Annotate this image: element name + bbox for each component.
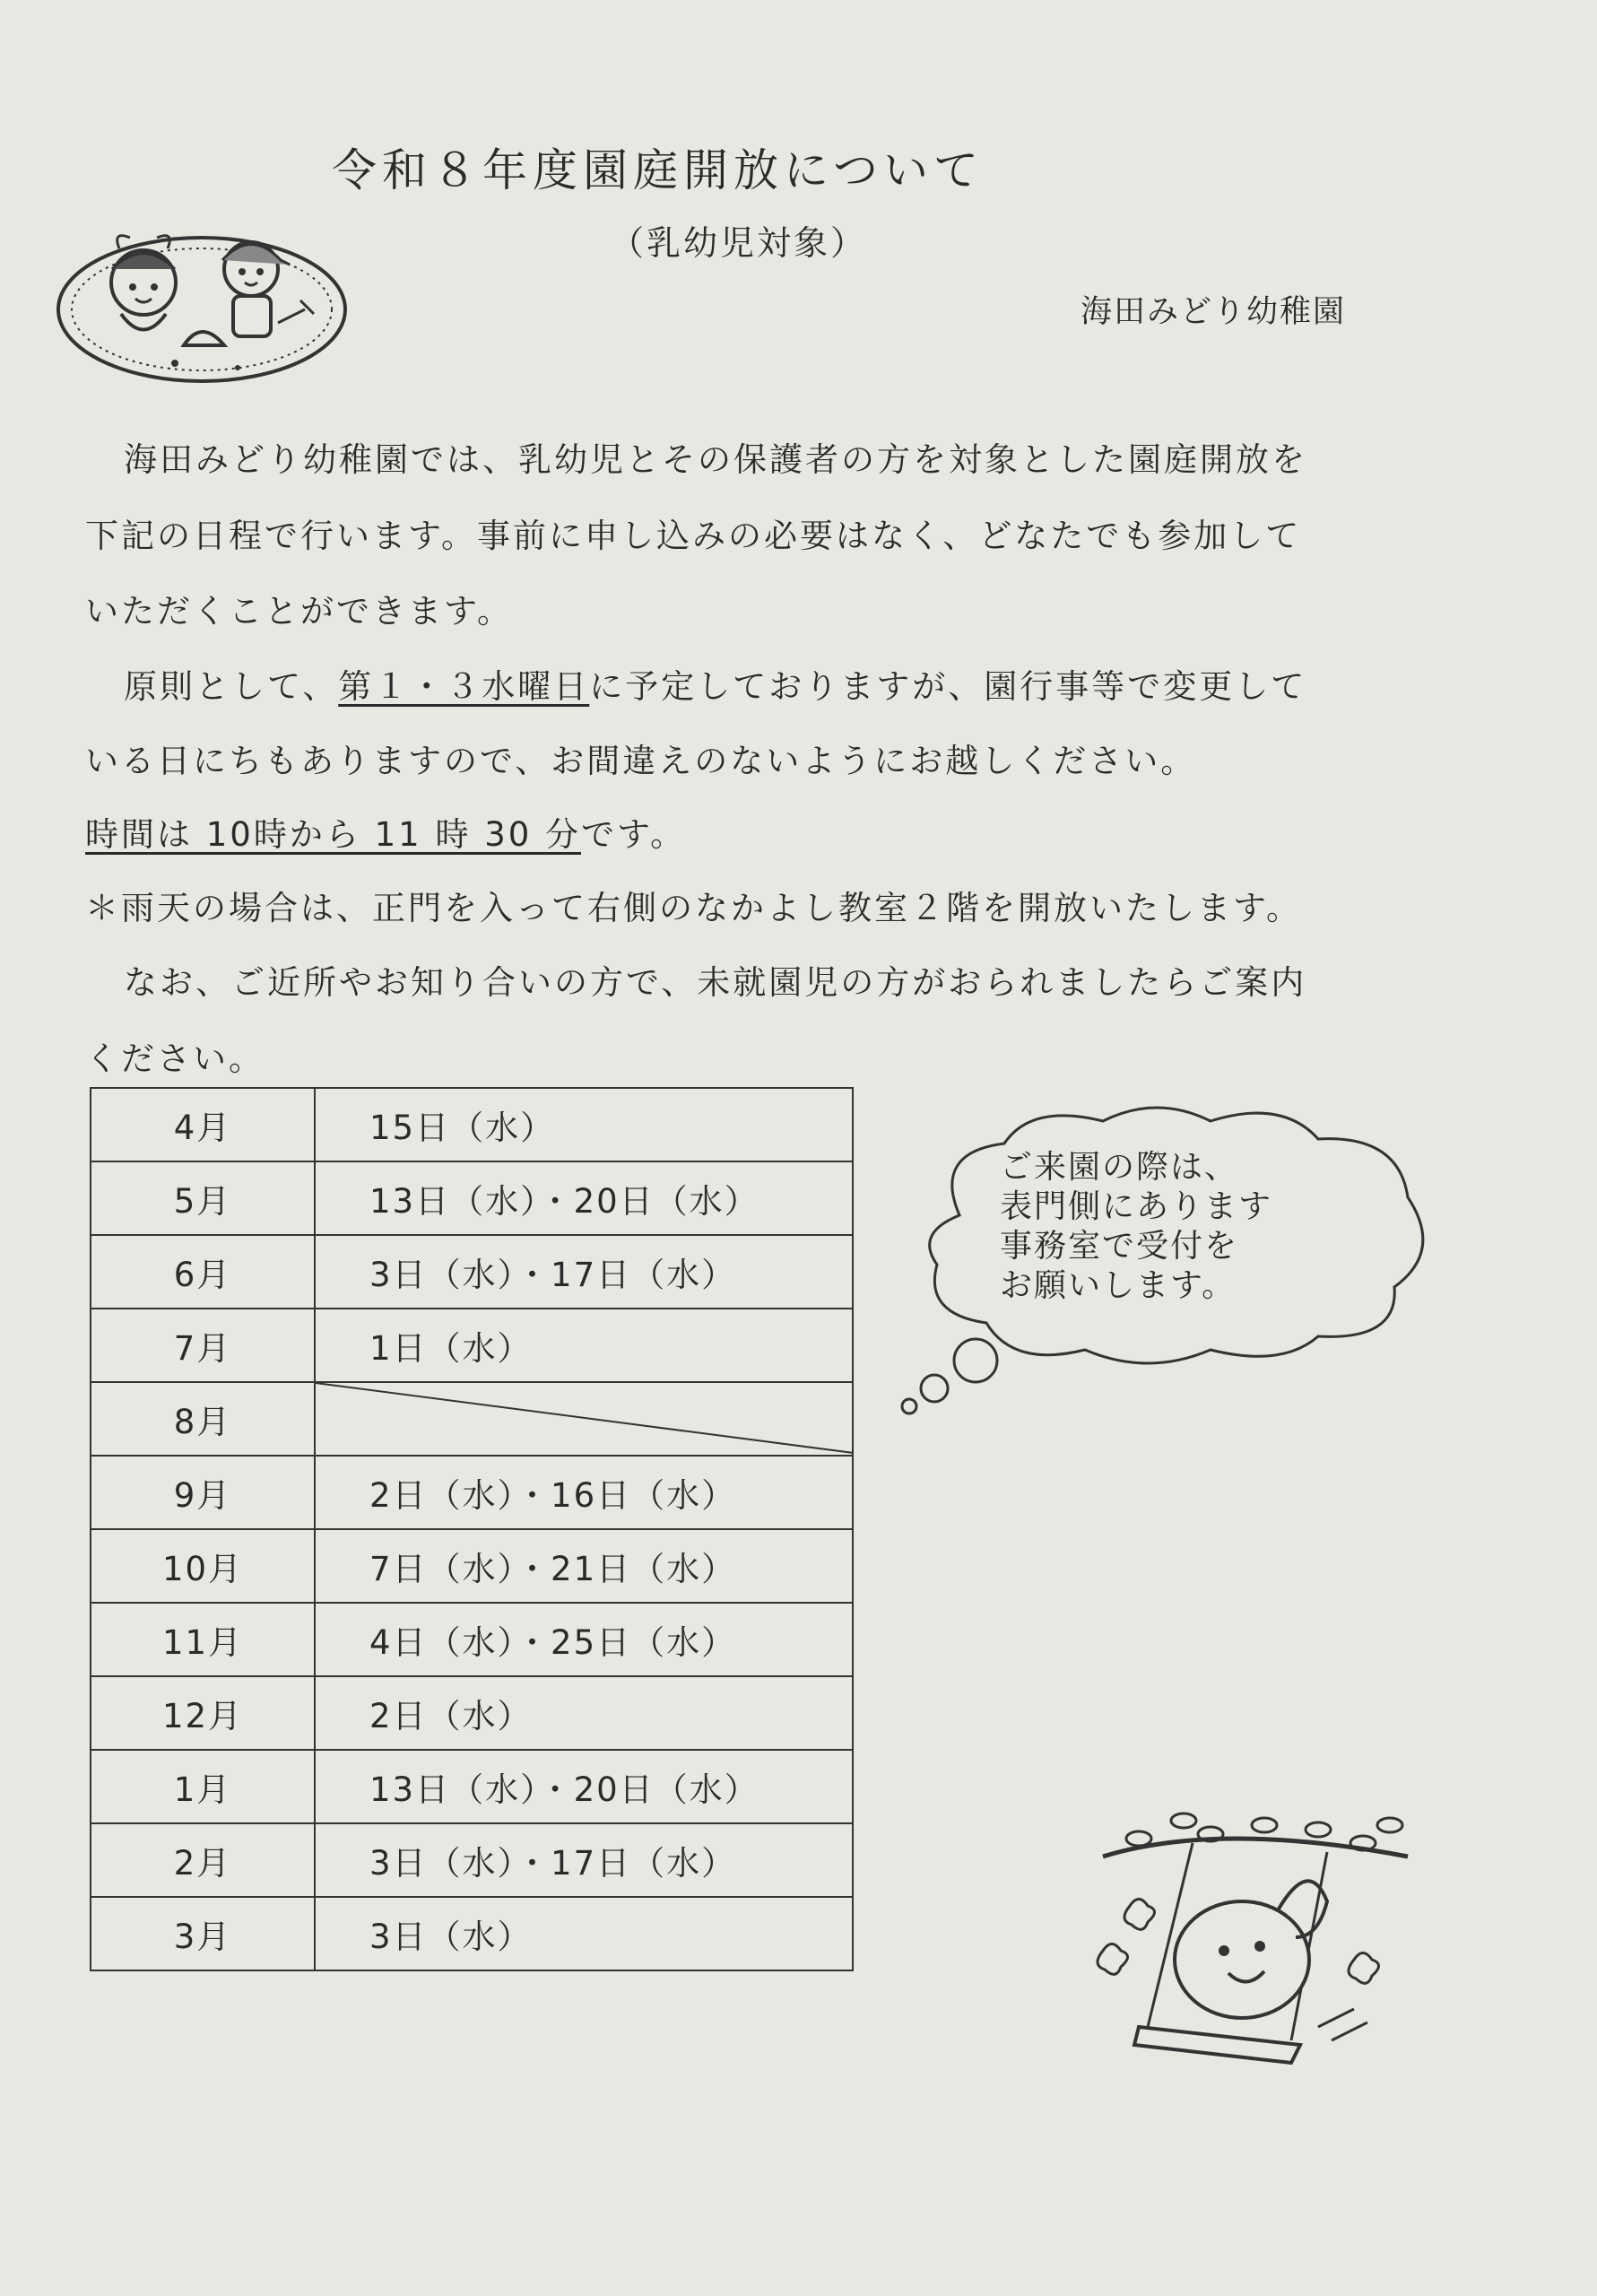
bubble-line: 表門側にあります xyxy=(1000,1188,1273,1225)
schedule-dates: 7日（水）・21日（水） xyxy=(315,1529,853,1603)
paragraph-line: ください。 xyxy=(85,1039,265,1078)
paragraph-text: です。 xyxy=(581,815,687,854)
bubble-line: お願いします。 xyxy=(1000,1267,1237,1304)
schedule-no-date-cell xyxy=(315,1382,853,1456)
schedule-row xyxy=(91,1456,853,1529)
schedule-month: 9月 xyxy=(91,1456,315,1529)
paragraph-line: なお、ご近所やお知り合いの方で、未就園児の方がおられましたらご案内 xyxy=(124,963,1307,1002)
schedule-month: 2月 xyxy=(91,1823,315,1897)
schedule-row xyxy=(91,1309,853,1382)
schedule-table xyxy=(90,1087,854,1971)
schedule-row xyxy=(91,1897,853,1970)
paragraph-text: に予定しておりますが、園行事等で変更して xyxy=(589,667,1307,706)
schedule-dates: 15日（水） xyxy=(315,1088,853,1161)
schedule-month: 6月 xyxy=(91,1235,315,1309)
schedule-dates: 2日（水） xyxy=(315,1676,853,1750)
page-title: 令和８年度園庭開放について xyxy=(332,144,984,196)
schedule-row xyxy=(91,1603,853,1676)
schedule-month: 10月 xyxy=(91,1529,315,1603)
paragraph-line: いる日にちもありますので、お間違えのないようにお越しください。 xyxy=(85,742,1197,780)
schedule-dates: 4日（水）・25日（水） xyxy=(315,1603,853,1676)
rain-note: ＊雨天の場合は、正門を入って右側のなかよし教室２階を開放いたします。 xyxy=(85,889,1303,927)
schedule-month: 4月 xyxy=(91,1088,315,1161)
diagonal-strike-line xyxy=(316,1383,854,1455)
schedule-dates: 13日（水）・20日（水） xyxy=(315,1750,853,1823)
schedule-row xyxy=(91,1823,853,1897)
schedule-row xyxy=(91,1529,853,1603)
schedule-row xyxy=(91,1750,853,1823)
schedule-dates: 1日（水） xyxy=(315,1309,853,1382)
schedule-row xyxy=(91,1235,853,1309)
schedule-dates: 3日（水）・17日（水） xyxy=(315,1823,853,1897)
page-subtitle: （乳幼児対象） xyxy=(610,223,868,263)
paragraph-line xyxy=(124,659,1478,708)
schedule-month: 1月 xyxy=(91,1750,315,1823)
bubble-line: 事務室で受付を xyxy=(1000,1228,1239,1265)
bubble-message xyxy=(1000,1148,1272,1306)
paragraph-text: 原則として、 xyxy=(124,667,339,706)
time-line xyxy=(85,807,1439,856)
schedule-row xyxy=(91,1676,853,1750)
paragraph-line: 下記の日程で行います。事前に申し込みの必要はなく、どなたでも参加して xyxy=(85,517,1302,555)
schedule-row xyxy=(91,1161,853,1235)
schedule-dates: 3日（水）・17日（水） xyxy=(315,1235,853,1309)
schedule-row xyxy=(91,1088,853,1161)
organization-name: 海田みどり幼稚園 xyxy=(1081,294,1347,330)
schedule-month: 3月 xyxy=(91,1897,315,1970)
schedule-month: 12月 xyxy=(91,1676,315,1750)
swing-character-illustration xyxy=(1085,1803,1417,2108)
schedule-month: 8月 xyxy=(91,1382,315,1456)
schedule-dates: 3日（水） xyxy=(315,1897,853,1970)
schedule-dates: 13日（水）・20日（水） xyxy=(315,1161,853,1235)
schedule-month: 5月 xyxy=(91,1161,315,1235)
schedule-month: 11月 xyxy=(91,1603,315,1676)
bubble-line: ご来園の際は、 xyxy=(1000,1149,1239,1186)
paragraph-line: いただくことができます。 xyxy=(85,592,514,631)
schedule-dates: 2日（水）・16日（水） xyxy=(315,1456,853,1529)
schedule-month: 7月 xyxy=(91,1309,315,1382)
time-highlight: 時間は 10時から 11 時 30 分 xyxy=(85,815,582,854)
schedule-row xyxy=(91,1382,853,1456)
schedule-rule-highlight: 第１・３水曜日 xyxy=(338,667,590,706)
paragraph-line: 海田みどり幼稚園では、乳幼児とその保護者の方を対象とした園庭開放を xyxy=(124,440,1307,479)
children-sandbox-illustration xyxy=(49,211,354,390)
